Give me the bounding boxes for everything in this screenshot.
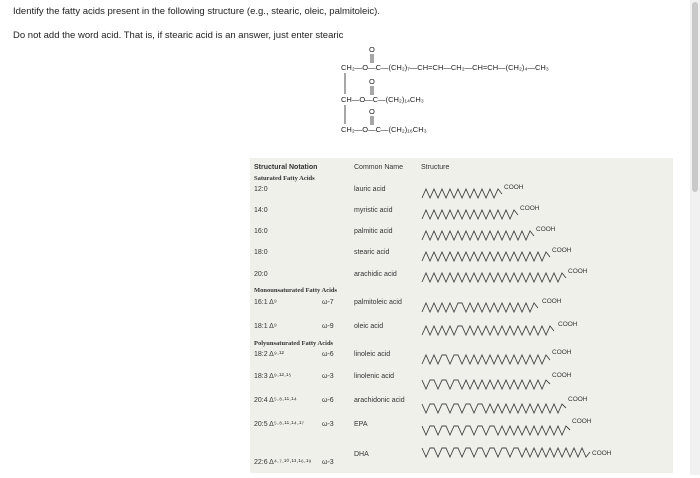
palmitoleic-structure [422,303,538,312]
cooh-label: COOH [558,321,578,328]
header-common-name: Common Name [354,164,404,171]
row-notation: 18:1 Δ⁹ [254,323,277,330]
header-structural-notation: Structural Notation [254,164,318,171]
cooh-label: COOH [552,372,572,379]
cooh-label: COOH [552,247,572,254]
row-name: palmitoleic acid [354,299,402,306]
cooh-label: COOH [592,450,612,457]
epa-structure [422,426,570,435]
question-line-2: Do not add the word acid. That is, if stearic acid is an answer, just enter stearic [13,30,344,41]
arachidic-structure [422,273,566,282]
section-polyunsaturated: Polyunsaturated Fatty Acids [254,340,334,347]
row-notation: 14:0 [254,207,268,214]
triglyceride-structure [335,42,595,138]
cooh-label: COOH [572,418,592,425]
row-notation: 20:0 [254,271,268,278]
stearic-structure [422,252,550,261]
row-name: stearic acid [354,249,390,256]
row-omega: ω-3 [322,373,334,380]
row-omega: ω-6 [322,351,334,358]
row-name: myristic acid [354,207,393,214]
row-notation: 18:0 [254,249,268,256]
myristic-structure [422,210,518,219]
structure-row-1: CH₂—O—C—(CH₂)₇—CH=CH—CH₂—CH=CH—(CH₂)₄—CH₃ [341,63,549,72]
row-name: lauric acid [354,186,386,193]
row-notation: 16:0 [254,228,268,235]
header-structure: Structure [421,164,450,171]
row-name: oleic acid [354,323,384,330]
row-notation: 20:5 Δ⁵·⁸·¹¹·¹⁴·¹⁷ [254,421,304,428]
cooh-label: COOH [568,396,588,403]
row-omega: ω-9 [322,323,334,330]
row-notation: 22:6 Δ⁴·⁷·¹⁰·¹³·¹⁶·¹⁹ [254,459,312,466]
row-notation: 18:3 Δ⁹·¹²·¹⁵ [254,373,292,380]
row-notation: 12:0 [254,186,268,193]
row-name: linolenic acid [354,373,395,380]
carbonyl-oxygen-2: O [369,77,375,86]
row-omega: ω-7 [322,299,334,306]
row-name: DHA [354,451,369,458]
row-omega: ω-6 [322,397,334,404]
row-omega: ω-3 [322,421,334,428]
linolenic-structure [422,380,550,389]
carbonyl-oxygen-1: O [369,45,375,54]
structure-row-3: CH₂—O—C—(CH₂)₁₆CH₃ [341,125,427,134]
oleic-structure [422,326,554,335]
row-name: arachidic acid [354,271,397,278]
row-notation: 18:2 Δ⁹·¹² [254,351,284,358]
row-omega: ω-3 [322,459,334,466]
lauric-structure [422,189,502,198]
section-saturated: Saturated Fatty Acids [254,175,315,182]
question-line-1: Identify the fatty acids present in the following structure (e.g., stearic, oleic, palmitoleic). [13,6,380,17]
section-monounsaturated: Monounsaturated Fatty Acids [254,287,338,294]
row-name: linoleic acid [354,351,391,358]
row-notation: 16:1 Δ⁹ [254,299,277,306]
linoleic-structure [422,355,550,364]
row-name: arachidonic acid [354,397,405,404]
structure-row-2: CH—O—C—(CH₂)₁₄CH₃ [341,95,424,104]
row-name: palmitic acid [354,228,393,235]
cooh-label: COOH [504,184,524,191]
cooh-label: COOH [536,226,556,233]
cooh-label: COOH [520,205,540,212]
carbonyl-oxygen-3: O [369,107,375,116]
cooh-label: COOH [552,349,572,356]
arachidonic-structure [422,404,566,413]
fatty-acid-table [250,158,673,473]
cooh-label: COOH [568,268,588,275]
palmitic-structure [422,231,534,240]
cooh-label: COOH [542,298,562,305]
row-notation: 20:4 Δ⁵·⁸·¹¹·¹⁴ [254,397,297,404]
row-name: EPA [354,421,368,428]
dha-structure [422,448,590,457]
scrollbar-thumb[interactable] [692,2,698,192]
